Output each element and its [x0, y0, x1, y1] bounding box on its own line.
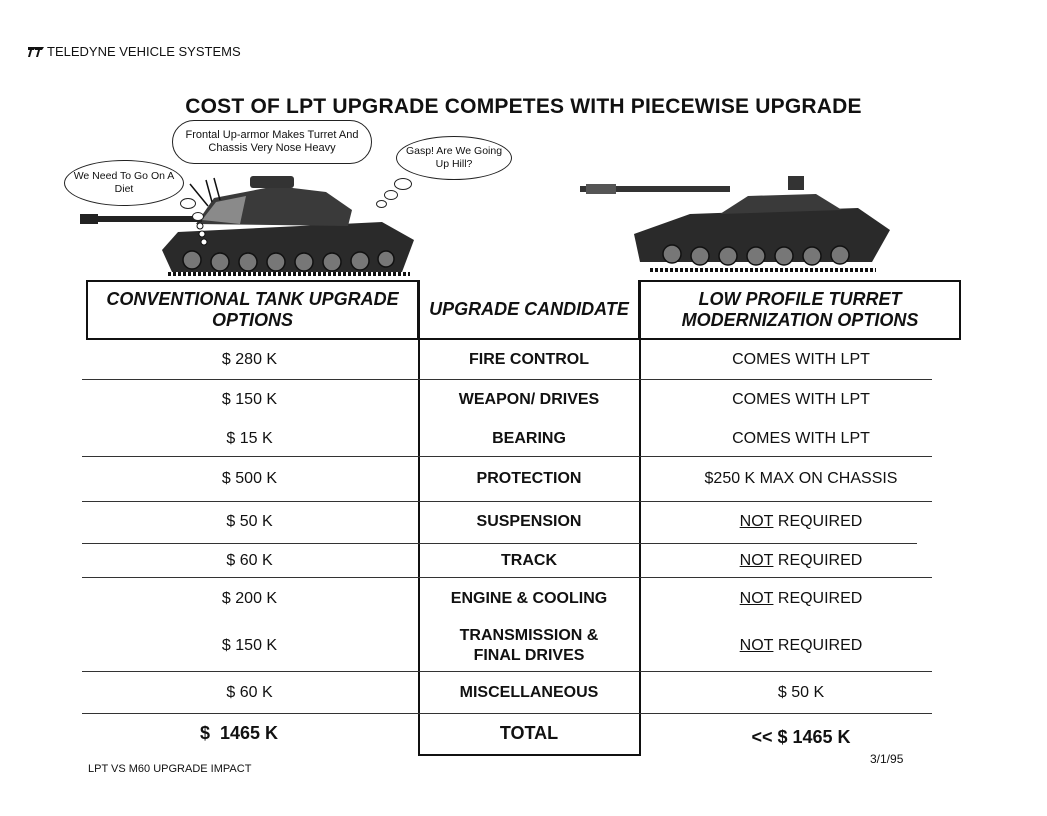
upgrade-candidate: TRANSMISSION & FINAL DRIVES	[459, 627, 599, 664]
lpt-option-text: $250 K MAX ON CHASSIS	[704, 470, 898, 487]
table-row	[82, 502, 962, 542]
upgrade-candidate: PROTECTION	[476, 470, 582, 487]
lpt-option	[641, 502, 961, 542]
conventional-cost: $ 15 K	[226, 430, 273, 447]
table-row	[82, 578, 962, 620]
teledyne-logo-icon	[28, 46, 44, 58]
lpt-tank-illustration	[580, 170, 900, 280]
footer-note: LPT VS M60 UPGRADE IMPACT	[88, 763, 252, 775]
lpt-option	[641, 542, 961, 580]
thought-puff	[376, 200, 387, 208]
row-divider	[82, 456, 932, 457]
table-row	[82, 542, 962, 580]
conventional-cost: $ 60 K	[226, 552, 273, 569]
lpt-option-text: COMES WITH LPT	[732, 430, 870, 447]
candidate-bottom-border	[418, 754, 641, 756]
upgrade-candidate: TRACK	[501, 552, 557, 569]
lpt-option	[641, 672, 961, 714]
not-emphasis: NOT	[739, 637, 774, 654]
document-date: 3/1/95	[870, 752, 904, 766]
upgrade-candidate: MISCELLANEOUS	[459, 684, 599, 701]
lpt-option-text: REQUIRED	[773, 590, 863, 607]
company-name: TELEDYNE VEHICLE SYSTEMS	[47, 44, 241, 59]
conventional-cost: $ 150 K	[221, 637, 278, 654]
lpt-option	[641, 340, 961, 380]
not-emphasis: NOT	[739, 513, 774, 530]
lpt-option-text: REQUIRED	[773, 637, 863, 654]
total-label: TOTAL	[499, 723, 559, 743]
not-emphasis: NOT	[739, 590, 774, 607]
conventional-cost: $ 280 K	[221, 351, 278, 368]
lpt-option-text: $ 50 K	[777, 684, 825, 701]
conventional-cost: $ 200 K	[221, 590, 278, 607]
upgrade-candidate: WEAPON/ DRIVES	[458, 391, 600, 408]
table-row	[82, 420, 962, 458]
table-row-total	[82, 714, 962, 752]
conventional-cost: $ 50 K	[226, 513, 273, 530]
thought-puff	[180, 198, 196, 209]
uphill-thought-bubble: Gasp! Are We Going Up Hill?	[396, 136, 512, 180]
lpt-option	[641, 420, 961, 458]
header-lpt: LOW PROFILE TURRET MODERNIZATION OPTIONS	[639, 280, 961, 340]
table-row	[82, 672, 962, 714]
table-row	[82, 340, 962, 380]
not-emphasis: NOT	[739, 552, 774, 569]
conventional-cost: $ 60 K	[226, 684, 273, 701]
frontal-armor-callout: Frontal Up-armor Makes Turret And Chassis Very Nose Heavy	[172, 120, 372, 164]
lpt-option-text: COMES WITH LPT	[732, 391, 870, 408]
conventional-cost: $ 150 K	[221, 391, 278, 408]
conventional-cost: $ 500 K	[221, 470, 278, 487]
thought-puff	[192, 212, 204, 221]
lpt-option	[641, 458, 961, 500]
upgrade-candidate: FIRE CONTROL	[469, 351, 589, 368]
upgrade-candidate: SUSPENSION	[476, 513, 582, 530]
table-row	[82, 380, 962, 420]
lpt-total: << $ 1465 K	[751, 726, 851, 747]
thought-puff	[394, 178, 412, 190]
page-title: COST OF LPT UPGRADE COMPETES WITH PIECEWISE UPGRADE	[185, 95, 862, 118]
upgrade-candidate: BEARING	[492, 430, 566, 447]
diet-thought-bubble: We Need To Go On A Diet	[64, 160, 184, 206]
conventional-total: $ 1465 K	[200, 722, 279, 743]
header-conventional: CONVENTIONAL TANK UPGRADE OPTIONS	[86, 280, 419, 340]
lpt-option-text: REQUIRED	[773, 513, 863, 530]
lpt-option	[641, 578, 961, 620]
header-candidate: UPGRADE CANDIDATE	[418, 280, 640, 340]
lpt-option-text: COMES WITH LPT	[732, 351, 870, 368]
thought-puff	[384, 190, 398, 200]
table-row	[82, 620, 962, 672]
lpt-option-text: REQUIRED	[773, 552, 863, 569]
table-row	[82, 458, 962, 500]
lpt-option	[641, 620, 961, 672]
company-header	[28, 44, 241, 59]
lpt-option	[641, 380, 961, 420]
upgrade-candidate: ENGINE & COOLING	[450, 590, 608, 607]
